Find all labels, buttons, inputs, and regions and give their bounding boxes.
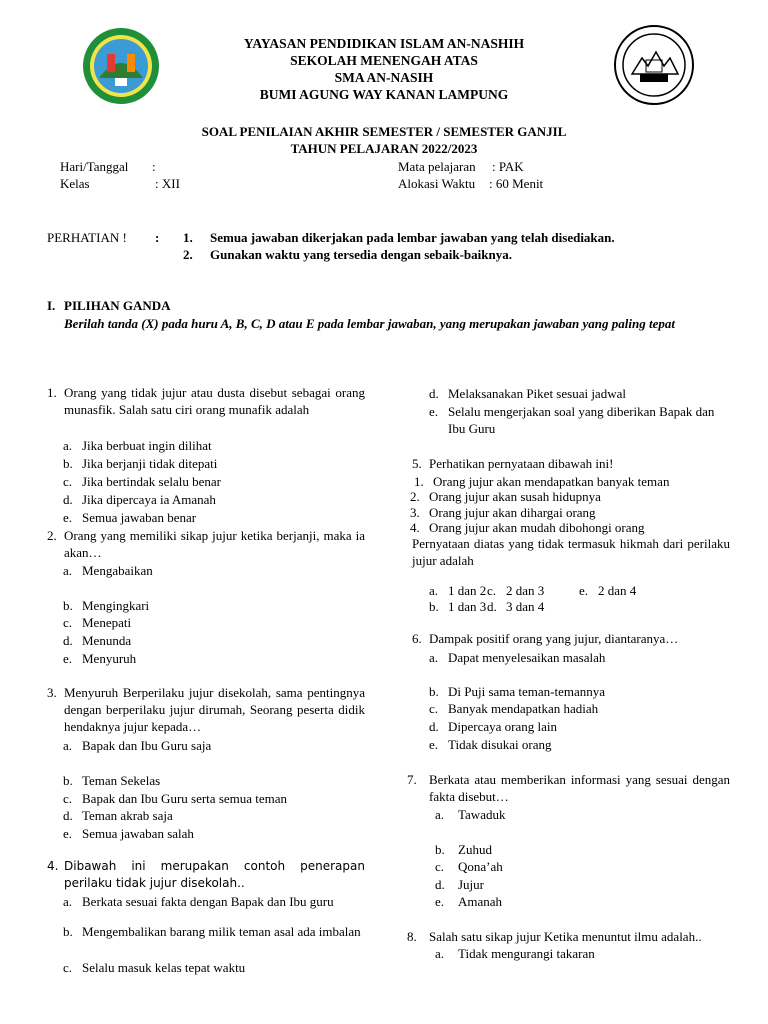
- option-text: 1 dan 3: [448, 599, 487, 614]
- option-letter: a.: [63, 563, 73, 578]
- perhatian-item-2: Gunakan waktu yang tersedia dengan sebaik-baiknya.: [210, 247, 512, 262]
- statement-text: Orang jujur akan mendapatkan banyak teman: [433, 474, 670, 489]
- option-text: Semua jawaban benar: [82, 510, 197, 525]
- option-e: [63, 509, 196, 526]
- option-letter: b.: [63, 456, 73, 471]
- question-text: Dibawah ini merupakan contoh penerapan perilaku tidak jujur disekolah..: [64, 859, 365, 890]
- section-roman: I.: [47, 298, 56, 313]
- option-e: [63, 825, 194, 842]
- section-title: PILIHAN GANDA: [64, 298, 171, 313]
- question-text: Menyuruh Berperilaku jujur disekolah, sama pentingnya dengan berperilaku jujur dirumah, Seorang peserta didik hendaknya jujur kepada…: [64, 685, 365, 734]
- option-letter: b.: [63, 598, 73, 613]
- option-text: Selalu mengerjakan soal yang diberikan Bapak dan Ibu Guru: [448, 404, 715, 436]
- question-1: [47, 384, 365, 418]
- option-text: Jika dipercaya ia Amanah: [82, 492, 216, 507]
- option-letter: e.: [435, 894, 445, 909]
- option-a: [63, 562, 153, 579]
- option-letter: a.: [63, 738, 73, 753]
- option-a: [63, 437, 212, 454]
- option-letter: c.: [63, 960, 73, 975]
- option-text: Tidak mengurangi takaran: [458, 946, 595, 961]
- option-b: [435, 841, 492, 858]
- option-text: 1 dan 2: [448, 583, 487, 598]
- exam-title: SOAL PENILAIAN AKHIR SEMESTER / SEMESTER GANJIL: [201, 124, 567, 139]
- option-letter: d.: [435, 877, 445, 892]
- option-e: [429, 403, 731, 437]
- foundation-name: YAYASAN PENDIDIKAN ISLAM AN-NASHIH: [243, 36, 525, 51]
- statement-text: Orang jujur akan dihargai orang: [429, 505, 596, 520]
- option-d: [63, 807, 173, 824]
- option-text: Tidak disukai orang: [448, 737, 552, 752]
- statement-2: [410, 488, 601, 505]
- option-text: Tawaduk: [458, 807, 506, 822]
- option-b: [63, 597, 149, 614]
- option-letter: d.: [429, 386, 439, 401]
- option-d: [63, 632, 131, 649]
- statement-number: 4.: [410, 520, 420, 535]
- option-letter: e.: [579, 583, 589, 598]
- option-text: Zuhud: [458, 842, 492, 857]
- option-b: [63, 772, 160, 789]
- question-text: Perhatikan pernyataan dibawah ini!: [429, 456, 614, 471]
- question-8: [407, 928, 730, 945]
- option-letter: a.: [435, 807, 445, 822]
- option-letter: a.: [63, 894, 73, 909]
- option-letter: e.: [63, 651, 73, 666]
- option-letter: c.: [429, 701, 439, 716]
- perhatian-label: PERHATIAN !: [47, 230, 127, 245]
- option-letter: b.: [429, 599, 439, 614]
- option-letter: d.: [487, 599, 497, 614]
- question-text: Orang yang tidak jujur atau dusta disebut sebagai orang munasfik. Salah satu ciri orang munafik adalah: [64, 385, 365, 417]
- option-text: Bapak dan Ibu Guru saja: [82, 738, 212, 753]
- school-name: SMA AN-NASIH: [334, 70, 434, 85]
- option-text: Di Puji sama teman-temannya: [448, 684, 606, 699]
- option-d: [487, 598, 544, 615]
- option-letter: a.: [63, 438, 73, 453]
- option-text: 2 dan 3: [506, 583, 545, 598]
- option-b: [429, 598, 486, 615]
- option-d: [435, 876, 484, 893]
- option-text: Amanah: [458, 894, 503, 909]
- perhatian-num-2: 2.: [183, 247, 193, 262]
- option-a: [63, 737, 211, 754]
- option-text: Berkata sesuai fakta dengan Bapak dan Ibu guru: [82, 894, 334, 909]
- option-letter: d.: [429, 719, 439, 734]
- school-level: SEKOLAH MENENGAH ATAS: [290, 53, 478, 68]
- kelas-label: Kelas: [60, 176, 90, 191]
- option-letter: a.: [435, 946, 445, 961]
- option-letter: b.: [63, 773, 73, 788]
- option-b: [63, 923, 365, 940]
- option-text: 2 dan 4: [598, 583, 637, 598]
- option-letter: b.: [429, 684, 439, 699]
- question-5-statement: Pernyataan diatas yang tidak termasuk hikmah dari perilaku jujur adalah: [412, 536, 730, 568]
- option-letter: c.: [63, 791, 73, 806]
- question-number: 3.: [47, 685, 57, 700]
- option-letter: e.: [63, 826, 73, 841]
- option-text: Semua jawaban salah: [82, 826, 194, 841]
- question-2: [47, 527, 365, 561]
- option-text: Bapak dan Ibu Guru serta semua teman: [82, 791, 288, 806]
- question-number: 8.: [407, 929, 417, 944]
- option-text: Melaksanakan Piket sesuai jadwal: [448, 386, 626, 401]
- question-text: Orang yang memiliki sikap jujur ketika berjanji, maka ia akan…: [64, 528, 365, 560]
- option-text: Dipercaya orang lain: [448, 719, 558, 734]
- mapel-value: : PAK: [492, 159, 524, 174]
- statement-number: 2.: [410, 489, 420, 504]
- question-number: 5.: [412, 456, 422, 471]
- statement-number: 3.: [410, 505, 420, 520]
- section-instruction: Berilah tanda (X) pada huru A, B, C, D atau E pada lembar jawaban, yang merupakan jawaban yang paling tepat: [64, 316, 675, 331]
- option-e: [63, 650, 136, 667]
- option-text: Jika berbuat ingin dilihat: [82, 438, 212, 453]
- option-text: Banyak mendapatkan hadiah: [448, 701, 599, 716]
- option-letter: c.: [487, 583, 497, 598]
- option-letter: a.: [429, 583, 439, 598]
- option-letter: b.: [63, 924, 73, 939]
- option-letter: a.: [429, 650, 439, 665]
- question-text: Dampak positif orang yang jujur, diantaranya…: [429, 631, 679, 646]
- option-letter: d.: [63, 633, 73, 648]
- option-text: Menyuruh: [82, 651, 137, 666]
- option-letter: e.: [63, 510, 73, 525]
- option-letter: d.: [63, 492, 73, 507]
- school-address: BUMI AGUNG WAY KANAN LAMPUNG: [259, 87, 509, 102]
- question-text: Berkata atau memberikan informasi yang sesuai dengan fakta disebut…: [429, 772, 730, 804]
- option-text: Mengembalikan barang milik teman asal ada imbalan: [82, 924, 361, 939]
- option-b: [63, 455, 217, 472]
- option-a: [435, 806, 505, 823]
- question-number: 6.: [412, 631, 422, 646]
- option-letter: c.: [63, 474, 73, 489]
- option-d: [429, 385, 626, 402]
- option-text: Qona’ah: [458, 859, 503, 874]
- option-e: [429, 736, 552, 753]
- option-c: [63, 473, 221, 490]
- question-number: 2.: [47, 528, 57, 543]
- option-b: [429, 683, 605, 700]
- option-a: [435, 945, 595, 962]
- question-7: [407, 771, 730, 805]
- option-letter: e.: [429, 737, 439, 752]
- option-text: Jujur: [458, 877, 484, 892]
- question-4: [47, 858, 365, 892]
- mapel-label: Mata pelajaran: [398, 159, 476, 174]
- question-5: [412, 455, 730, 472]
- exam-year: TAHUN PELAJARAN 2022/2023: [290, 141, 478, 156]
- option-text: Teman akrab saja: [82, 808, 173, 823]
- option-d: [429, 718, 557, 735]
- alokasi-value: : 60 Menit: [489, 176, 544, 191]
- option-text: Teman Sekelas: [82, 773, 161, 788]
- option-letter: e.: [429, 404, 439, 419]
- option-e: [435, 893, 502, 910]
- option-text: Dapat menyelesaikan masalah: [448, 650, 606, 665]
- option-text: Jika berjanji tidak ditepati: [82, 456, 218, 471]
- option-text: Selalu masuk kelas tepat waktu: [82, 960, 246, 975]
- statement-text: Orang jujur akan susah hidupnya: [429, 489, 601, 504]
- option-letter: c.: [63, 615, 73, 630]
- perhatian-num-1: 1.: [183, 230, 193, 245]
- kelas-value: : XII: [155, 176, 180, 191]
- option-a: [429, 649, 605, 666]
- hari-label: Hari/Tanggal: [60, 159, 129, 174]
- option-d: [63, 491, 216, 508]
- option-c: [63, 959, 245, 976]
- statement-number: 1.: [414, 474, 424, 489]
- perhatian-colon: :: [155, 230, 160, 245]
- option-c: [63, 614, 131, 631]
- option-text: Menepati: [82, 615, 132, 630]
- option-c: [429, 700, 598, 717]
- option-text: Jika bertindak selalu benar: [82, 474, 221, 489]
- option-text: Mengabaikan: [82, 563, 153, 578]
- option-a: [429, 582, 486, 599]
- hari-colon: :: [152, 159, 156, 174]
- option-c: [487, 582, 544, 599]
- question-3: [47, 684, 365, 735]
- option-text: 3 dan 4: [506, 599, 545, 614]
- option-c: [435, 858, 503, 875]
- question-6: [412, 630, 730, 647]
- option-text: Menunda: [82, 633, 132, 648]
- option-c: [63, 790, 287, 807]
- question-number: 1.: [47, 385, 57, 400]
- perhatian-item-1: Semua jawaban dikerjakan pada lembar jawaban yang telah disediakan.: [210, 230, 615, 245]
- question-number: 4.: [47, 859, 59, 873]
- option-letter: b.: [435, 842, 445, 857]
- option-letter: c.: [435, 859, 445, 874]
- option-text: Mengingkari: [82, 598, 150, 613]
- statement-text: Orang jujur akan mudah dibohongi orang: [429, 520, 645, 535]
- question-text: Salah satu sikap jujur Ketika menuntut ilmu adalah..: [429, 929, 702, 944]
- option-letter: d.: [63, 808, 73, 823]
- option-e: [579, 582, 636, 599]
- question-number: 7.: [407, 772, 417, 787]
- option-a: [63, 893, 334, 910]
- alokasi-label: Alokasi Waktu: [398, 176, 476, 191]
- statement-4: [410, 519, 645, 536]
